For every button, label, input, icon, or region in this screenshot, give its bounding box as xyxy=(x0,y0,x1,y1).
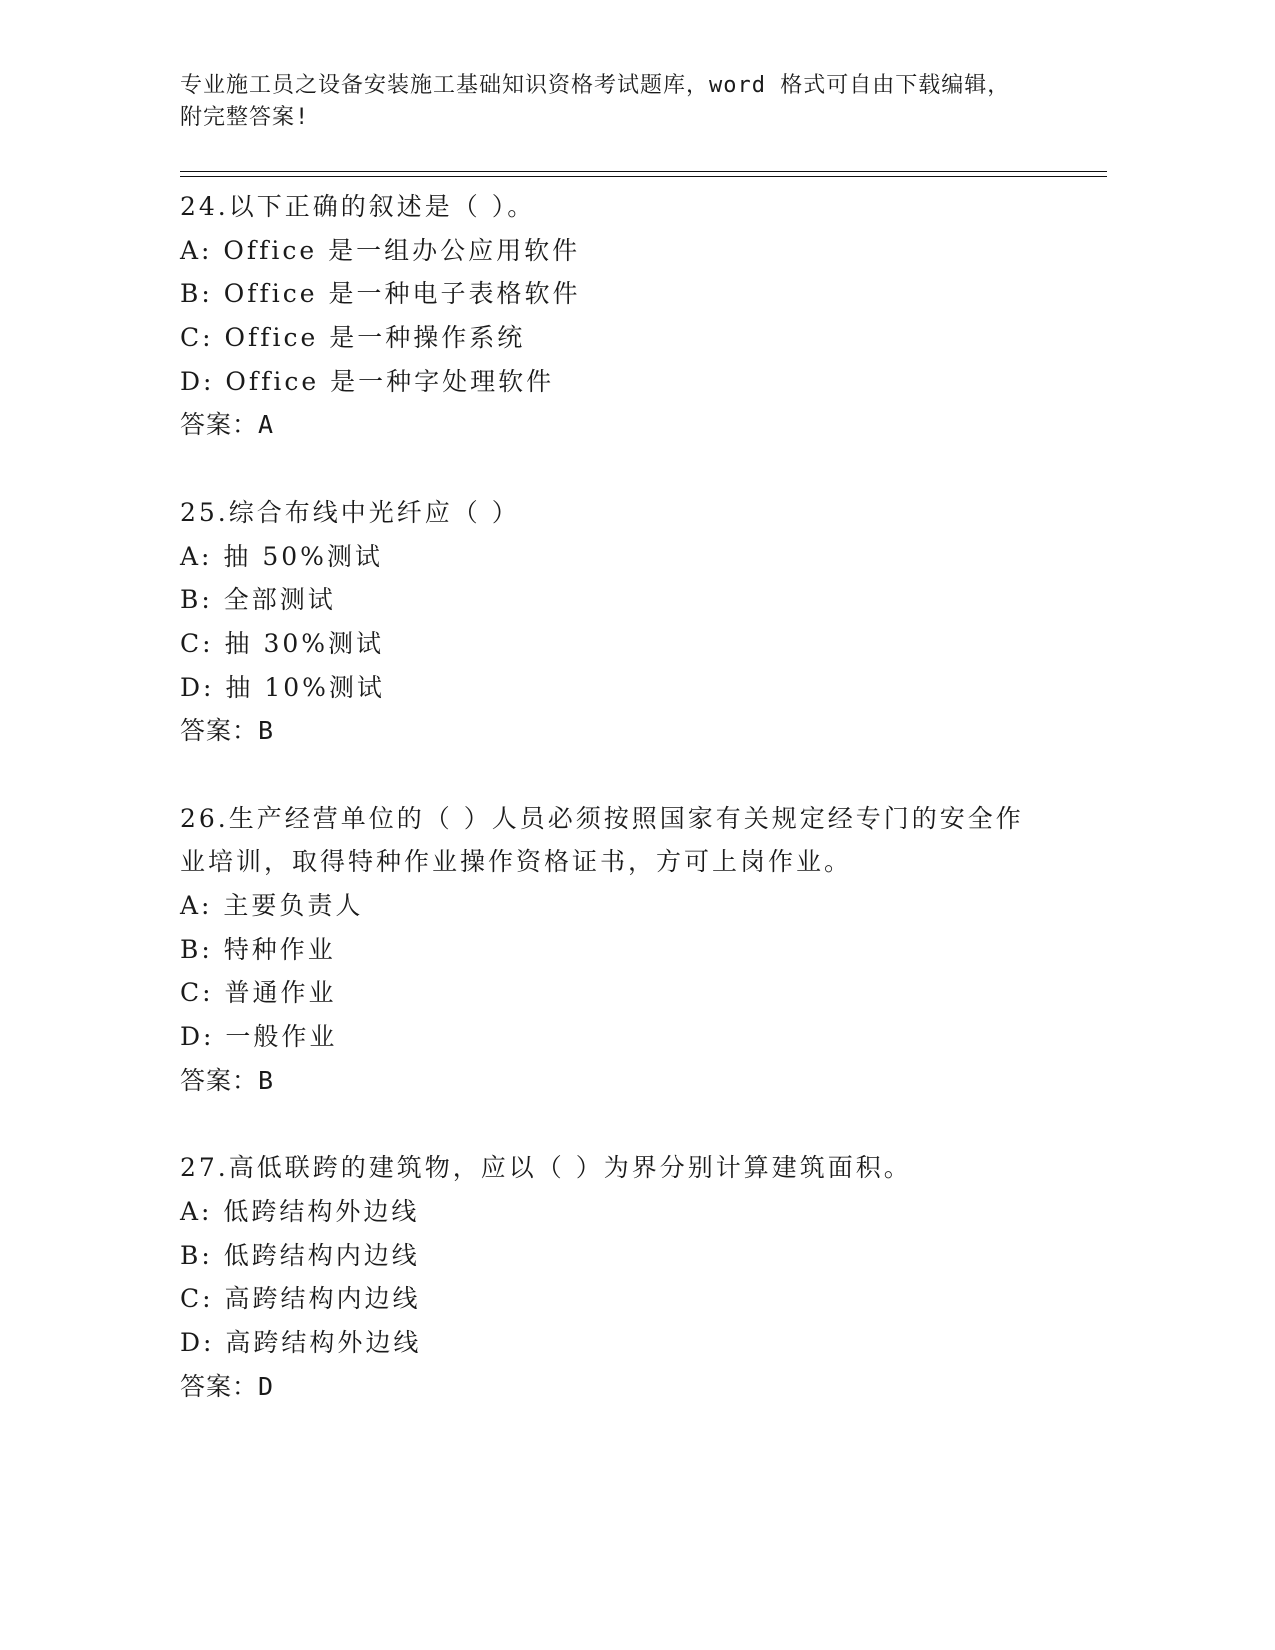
question-stem: 24.以下正确的叙述是（ ）。 xyxy=(180,192,536,221)
question-stem: 26.生产经营单位的（ ）人员必须按照国家有关规定经专门的安全作 xyxy=(180,803,1024,833)
question-block xyxy=(180,797,1120,1103)
answer-option: B: 全部测试 xyxy=(180,585,336,615)
question-stem: 25.综合布线中光纤应（ ） xyxy=(180,497,520,527)
page-header xyxy=(180,70,1120,134)
header-divider-bottom xyxy=(180,176,1107,177)
answer-option: B: Office 是一种电子表格软件 xyxy=(180,279,581,309)
answer-option: C: Office 是一种操作系统 xyxy=(180,323,526,353)
answer-option: A: 低跨结构外边线 xyxy=(180,1196,420,1226)
header-line-2: 附完整答案! xyxy=(180,105,310,130)
question-stem: 27.高低联跨的建筑物，应以（ ）为界分别计算建筑面积。 xyxy=(180,1153,912,1183)
answer-option: C: 高跨结构内边线 xyxy=(180,1284,421,1314)
answer-option: A: 抽 50%测试 xyxy=(180,541,383,571)
answer-option: B: 低跨结构内边线 xyxy=(180,1240,420,1270)
answer-option: B: 特种作业 xyxy=(180,934,336,964)
question-spacer xyxy=(180,753,1120,797)
question-stem: 业培训，取得特种作业操作资格证书，方可上岗作业。 xyxy=(180,847,853,877)
answer-option: C: 普通作业 xyxy=(180,978,337,1008)
question-block xyxy=(180,185,1120,447)
answer-option: D: 一般作业 xyxy=(180,1022,338,1052)
answer-option: C: 抽 30%测试 xyxy=(180,628,385,658)
answer-key: 答案：B xyxy=(180,716,275,746)
answer-option: D: 高跨结构外边线 xyxy=(180,1327,422,1357)
question-block xyxy=(180,1146,1120,1408)
question-list xyxy=(180,185,1120,1408)
question-spacer xyxy=(180,1102,1120,1146)
answer-key: 答案：D xyxy=(180,1371,275,1401)
question-spacer xyxy=(180,447,1120,491)
answer-key: 答案：A xyxy=(180,410,275,440)
header-divider-top xyxy=(180,171,1107,172)
header-line-1: 专业施工员之设备安装施工基础知识资格考试题库，word 格式可自由下载编辑， xyxy=(180,73,1011,98)
answer-option: A: Office 是一组办公应用软件 xyxy=(180,235,581,265)
question-block xyxy=(180,491,1120,753)
answer-option: D: Office 是一种字处理软件 xyxy=(180,366,555,396)
answer-key: 答案：B xyxy=(180,1065,275,1095)
answer-option: A: 主要负责人 xyxy=(180,891,364,920)
answer-option: D: 抽 10%测试 xyxy=(180,672,385,702)
